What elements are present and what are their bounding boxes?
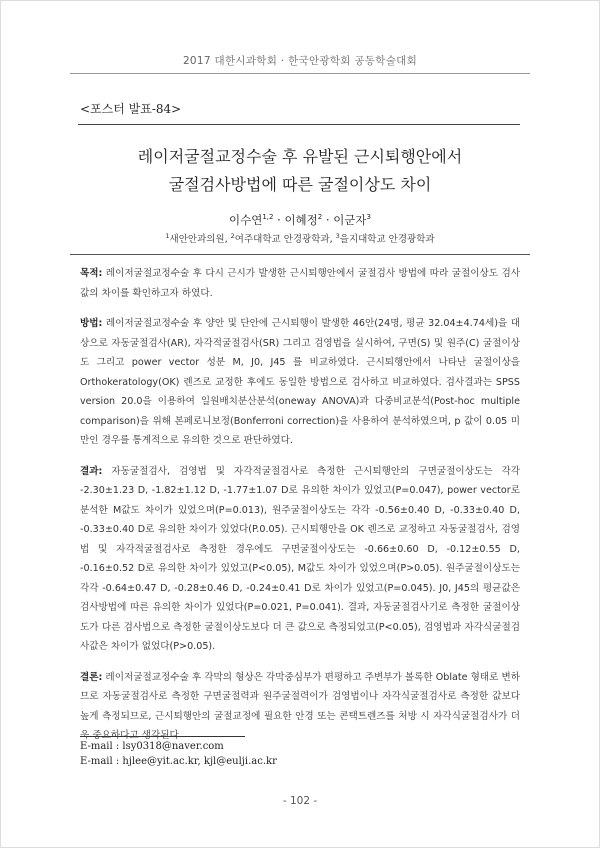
affiliation: 새안안과의원, — [169, 234, 231, 245]
section-text: 자동굴절검사, 검영법 및 자각적굴절검사로 측정한 근시퇴행안의 구면굴절이상도는 각각 -2.30±1.23 D, -1.82±1.12 D, -1.77±1.07 D로 유의한 차이가 있었고(P=0.047), power vector로 분석한 M값도 차이가 있었으며(P=0.013), 원주굴절이상도는 각각 -0.56±0.40 D, -0.33±0.40 D, -0.33±0.40 D로 유의한 차이가 있었다(P.0.05). 근시퇴행안을 OK 렌즈로 교정하고 자동굴절검사, 검영법 및 자각적굴절검사로 측정한 경우에도 구면굴절이상도는 -0.66±0.60 D, -0.12±0.55 D, -0.16±0.52 D로 유의한 차이가 있었고(P<0.05), M값도 차이가 있었으며(P>0.05). 원주굴절이상도는 각각 -0.64±0.47 D, -0.28±0.46 D, -0.24±0.41 D로 차이가 있었고(P=0.045). J0, J45의 평균값은 검사방법에 따른 유의한 차이가 있었다(P=0.021, P=0.041). 결과, 자동굴절검사기로 측정한 굴절이상도가 다른 검사법으로 측정한 굴절이상도보다 더 큰 값으로 측정되었고(P<0.05), 검영법과 자각식굴절검사값은 차이가 없었다(P>0.05). — [80, 465, 520, 652]
poster-label: <포스터 발표-84> — [80, 102, 182, 116]
affiliation: 을지대학교 안경광학과 — [339, 234, 435, 245]
email-line: E-mail : lsy0318@naver.com — [80, 741, 224, 752]
affiliation: 여주대학교 안경광학과, — [234, 234, 336, 245]
abstract-body — [80, 264, 520, 757]
section-label: 방법: — [80, 318, 103, 329]
footnote-divider — [80, 736, 245, 737]
affil-mark: 1 — [165, 231, 170, 240]
section-label: 목적: — [80, 268, 103, 279]
author-name: 이혜정 — [284, 213, 318, 227]
conclusion-section — [80, 668, 520, 746]
method-section — [80, 314, 520, 451]
section-text: 레이저굴절교정수술 후 다시 근시가 발생한 근시퇴행안에서 굴절검사 방법에 따라 굴절이상도 검사값의 차이를 확인하고자 하였다. — [80, 268, 520, 299]
author-list — [0, 212, 600, 228]
author-name: 이수연 — [229, 213, 263, 227]
paper-title — [0, 143, 600, 199]
author-affil-mark: 2 — [317, 213, 323, 222]
affiliation-list — [0, 231, 600, 245]
author-separator: · — [322, 213, 334, 227]
section-text: 레이저굴절교정수술 후 각막의 형상은 각막중심부가 편평하고 주변부가 볼록한 Oblate 형태로 변하므로 자동굴절검사로 측정한 구면굴절력과 원주굴절력이가 검영법이나 자각식굴절검사로 측정한 값보다 높게 측정되므로, 근시퇴행안의 굴절교정에 필요한 안경 또는 콘택트렌즈를 처방 시 자각식굴절검사가 더 — [80, 671, 520, 722]
affil-mark: 3 — [335, 231, 340, 240]
conference-header: 2017 대한시과학회 · 한국안광학회 공동학술대회 — [182, 55, 418, 67]
section-label: 결과: — [80, 465, 103, 477]
title-divider — [78, 124, 520, 125]
page-number: - 102 - — [282, 795, 318, 807]
title-line-1: 레이저굴절교정수술 후 유발된 근시퇴행안에서 — [137, 147, 463, 166]
section-divider — [70, 254, 530, 255]
affil-mark: 2 — [230, 231, 235, 240]
section-text: 레이저굴절교정수술 후 양안 및 단안에 근시퇴행이 발생한 46안(24명, 평균 32.04±4.74세)을 대상으로 자동굴절검사(AR), 자각적굴절검사(SR) 그리고 검영법을 실시하여, 구면(S) 및 원주(C) 굴절이상도 그리고 power vector 성분 M, J0, J45 를 비교하였다. 근시퇴행안에서 나타난 굴절이상을 Orthokeratology(OK) 렌즈로 교정한 후에도 동일한 방법으로 검사하고 비교하였다. 검사결과는 SPSS version 20.0을 이용하여 일원배치분산분석(oneway ANOVA)과 다중비교분석(Post-hoc multiple comparison)을 위해 본페로니보정(Bonferroni correction)을 사용하여 분석하였으며, p 값이 0.05 미만인 경우를 통계적으로 유의한 것으로 판단하였다. — [80, 318, 520, 446]
author-affil-mark: 1,2 — [262, 213, 274, 222]
author-name: 이군자 — [333, 213, 367, 227]
author-separator: · — [273, 213, 285, 227]
header-divider — [70, 73, 530, 74]
title-line-2: 굴절검사방법에 따른 굴절이상도 차이 — [168, 175, 432, 194]
email-footnote — [80, 739, 277, 769]
section-label: 결론: — [80, 671, 103, 683]
purpose-section — [80, 264, 520, 303]
author-affil-mark: 3 — [366, 213, 371, 222]
results-section — [80, 462, 520, 657]
email-line: E-mail : hjlee@yit.ac.kr, kjl@eulji.ac.kr — [80, 756, 277, 767]
